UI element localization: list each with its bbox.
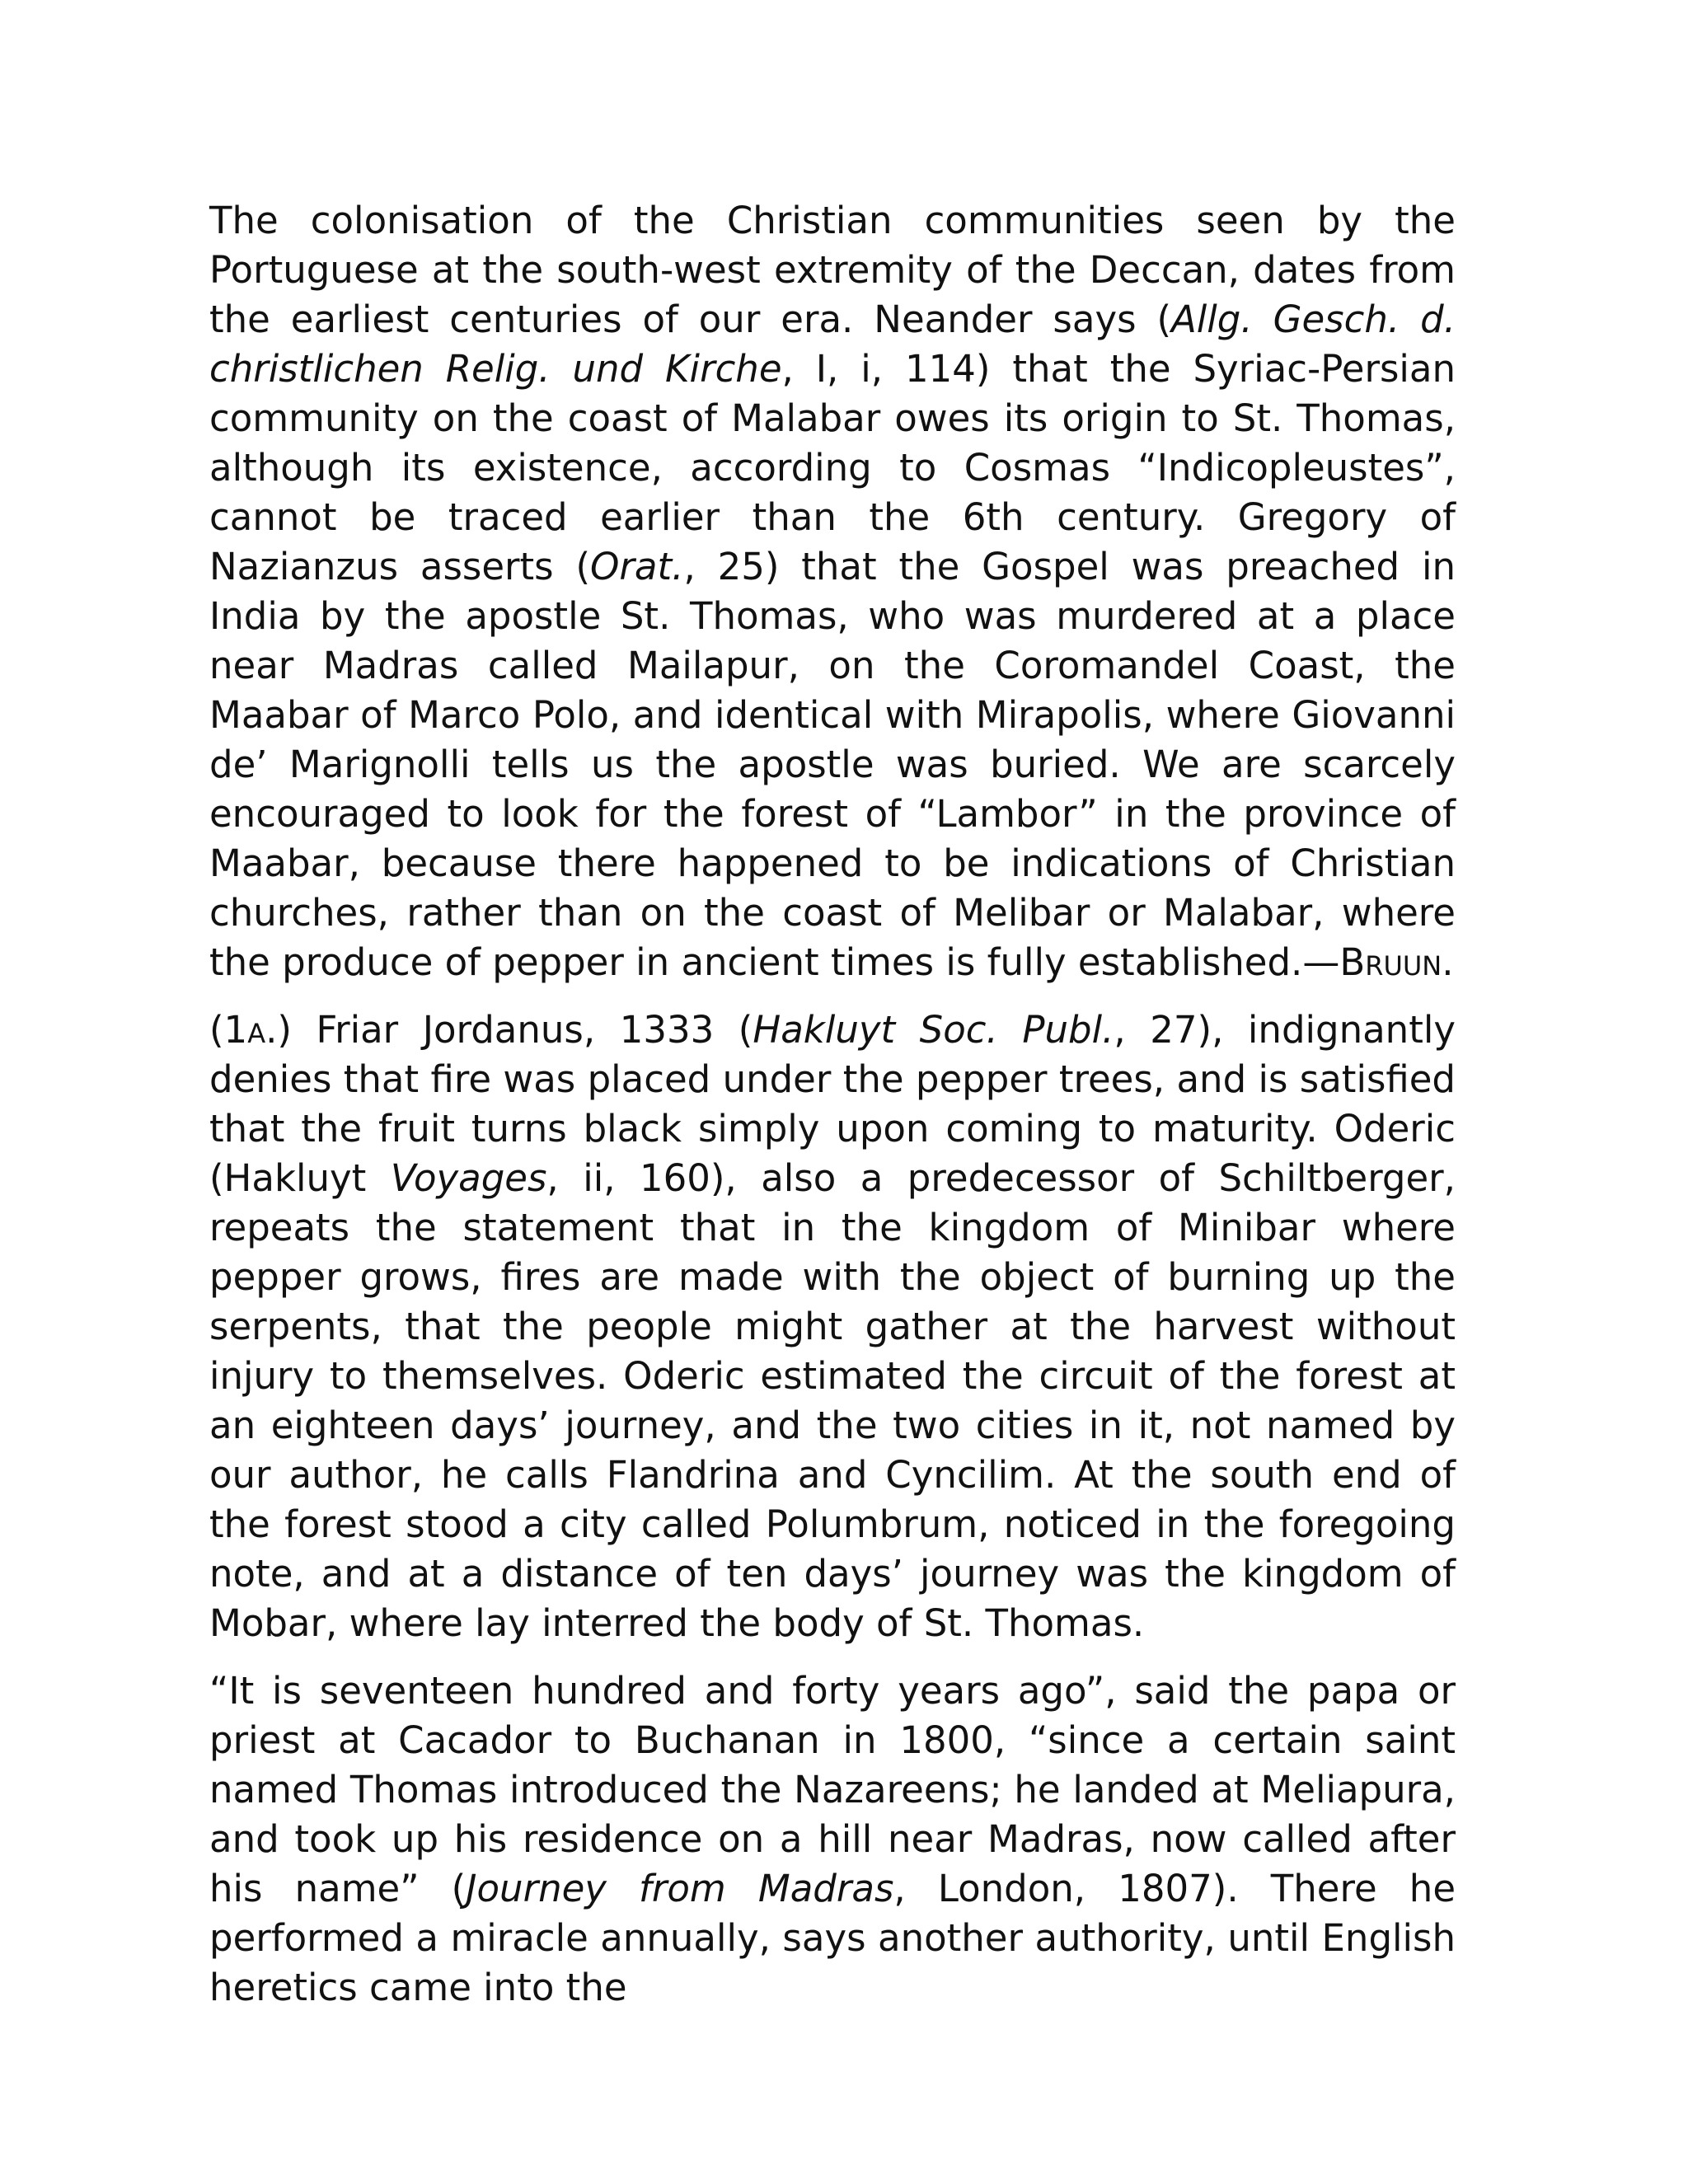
- text-run: , ii, 160), also a predecessor of Schiltberger, repeats the statement that in the kingdom of Minibar where pepper grows, fires are made with the object of burning up the serpents, that the people might gather at the harvest without injury to themselves. Oderic estimated the circuit of the forest at an eighteen days’ journey, and the two cities in it, not named by our author, he calls Flandrina and Cyncilim. At the south end of the forest stood a city called Polumbrum, noticed in the foregoing note, and at a distance of ten days’ journey was the kingdom of Mobar, where lay interred the body of St. Thomas.: [209, 1156, 1456, 1645]
- small-caps-text: a: [247, 1008, 266, 1052]
- text-run: The colonisation of the Christian communities seen by the Portuguese at the south-west extremity of the Deccan, dates from the earliest centuries of our era. Neander says (: [209, 199, 1456, 341]
- document-page: [209, 196, 1456, 2031]
- text-run: , I, i, 114) that the Syriac-Persian community on the coast of Malabar owes its origin to St. Thomas, although its existence, according to Cosmas “Indicopleustes”, cannot be traced earlier than the 6th century. Gregory of Nazianzus asserts (: [209, 347, 1456, 588]
- text-run: “It is seventeen hundred and forty years ago”, said the papa or priest at Cacador to Buchanan in 1800, “since a certain saint named Thomas introduced the Nazareens; he landed at Meliapura, and took up his residence on a hill near Madras, now called after his name” (: [209, 1669, 1456, 1910]
- text-run: (1: [209, 1008, 248, 1052]
- italic-citation: Voyages: [390, 1156, 547, 1200]
- text-run: , 27), indignantly denies that fire was placed under the pepper trees, and is satisfied that the fruit turns black simply upon coming to maturity. Oderic (Hakluyt: [209, 1008, 1456, 1200]
- paragraph-christian-communities: [209, 196, 1456, 987]
- text-run: .: [1442, 940, 1454, 984]
- italic-citation: Orat.: [590, 545, 684, 588]
- paragraph-buchanan-quote: [209, 1666, 1456, 2013]
- text-run: , London, 1807). There he performed a miracle annually, says another authority, until English heretics came into the: [209, 1867, 1456, 2009]
- italic-citation: Allg. Gesch. d. christlichen Relig. und Kirche: [209, 298, 1456, 391]
- small-caps-text: Bruun: [1339, 940, 1442, 984]
- italic-citation: Hakluyt Soc. Publ.: [753, 1008, 1114, 1052]
- text-run: , 25) that the Gospel was preached in India by the apostle St. Thomas, who was murdered at a place near Madras called Mailapur, on the Coromandel Coast, the Maabar of Marco Polo, and identical with Mirapolis, where Giovanni de’ Marignolli tells us the apostle was buried. We are scarcely encouraged to look for the forest of “Lambor” in the province of Maabar, because there happened to be indications of Christian churches, rather than on the coast of Melibar or Malabar, where the produce of pepper in ancient times is fully established.—: [209, 545, 1456, 984]
- text-run: .) Friar Jordanus, 1333 (: [265, 1008, 753, 1052]
- paragraph-friar-jordanus: [209, 1005, 1456, 1648]
- italic-citation: Journey from Madras: [466, 1867, 894, 1910]
